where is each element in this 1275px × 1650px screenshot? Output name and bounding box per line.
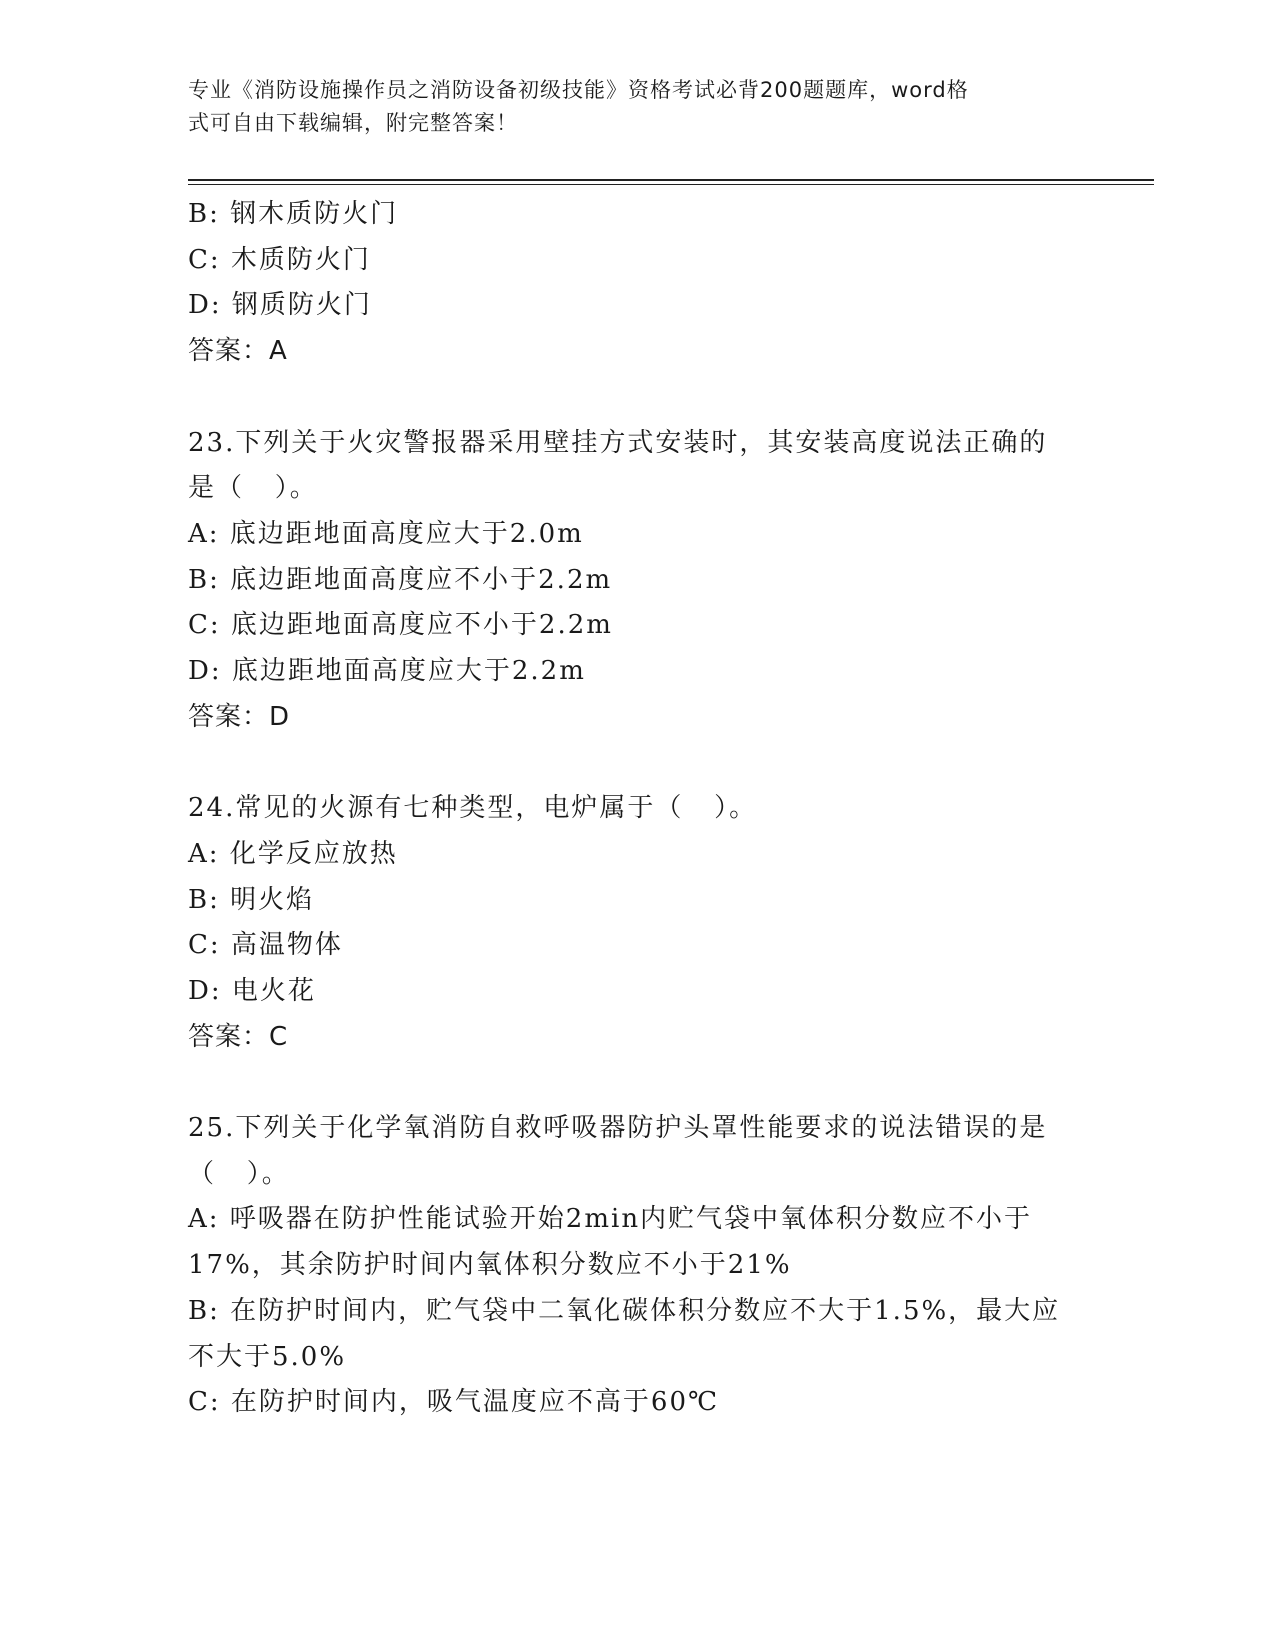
option-a: A: 底边距地面高度应大于2.0m	[188, 518, 584, 549]
spacer	[188, 740, 1088, 786]
header-line-2: 式可自由下载编辑，附完整答案！	[188, 111, 518, 135]
document-header	[188, 74, 1068, 140]
question-stem-line-1: 24.常见的火源有七种类型，电炉属于（ ）。	[188, 793, 758, 824]
answer-text: 答案：D	[188, 701, 291, 732]
option-a-line-2: 17%，其余防护时间内氧体积分数应不小于21%	[188, 1250, 792, 1281]
spacer	[188, 1060, 1088, 1106]
option-b-line-1: B: 在防护时间内，贮气袋中二氧化碳体积分数应不大于1.5%，最大应	[188, 1295, 1061, 1326]
question-23	[188, 421, 1088, 741]
question-stem-line-2: （ ）。	[188, 1158, 290, 1189]
option-b-line-2: 不大于5.0%	[188, 1341, 347, 1372]
question-list	[188, 192, 1088, 1426]
header-line-1: 专业《消防设施操作员之消防设备初级技能》资格考试必背200题题库，word格	[188, 78, 969, 102]
option-b: B: 底边距地面高度应不小于2.2m	[188, 564, 613, 595]
question-stem-line-1: 25.下列关于化学氧消防自救呼吸器防护头罩性能要求的说法错误的是	[188, 1113, 1048, 1144]
spacer	[188, 375, 1088, 421]
option-c: C: 木质防火门	[188, 244, 371, 275]
header-rule-thin	[188, 184, 1154, 185]
question-24	[188, 786, 1088, 1060]
question-stem-line-2: 是（ ）。	[188, 473, 318, 504]
option-c: C: 高温物体	[188, 930, 343, 961]
answer-text: 答案：A	[188, 336, 288, 367]
answer-text: 答案：C	[188, 1021, 289, 1052]
option-d: D: 电火花	[188, 975, 316, 1006]
prev-question	[188, 192, 1088, 375]
option-a: A: 化学反应放热	[188, 838, 398, 869]
question-stem-line-1: 23.下列关于火灾警报器采用壁挂方式安装时，其安装高度说法正确的	[188, 427, 1048, 458]
header-rule-thick	[188, 179, 1154, 181]
option-c: C: 在防护时间内，吸气温度应不高于60℃	[188, 1387, 720, 1418]
question-25	[188, 1106, 1088, 1426]
option-b: B: 明火焰	[188, 884, 315, 915]
option-d: D: 钢质防火门	[188, 290, 372, 321]
option-a-line-1: A: 呼吸器在防护性能试验开始2min内贮气袋中氧体积分数应不小于	[188, 1204, 1033, 1235]
option-c: C: 底边距地面高度应不小于2.2m	[188, 610, 613, 641]
option-b: B: 钢木质防火门	[188, 199, 399, 229]
option-d: D: 底边距地面高度应大于2.2m	[188, 656, 586, 687]
